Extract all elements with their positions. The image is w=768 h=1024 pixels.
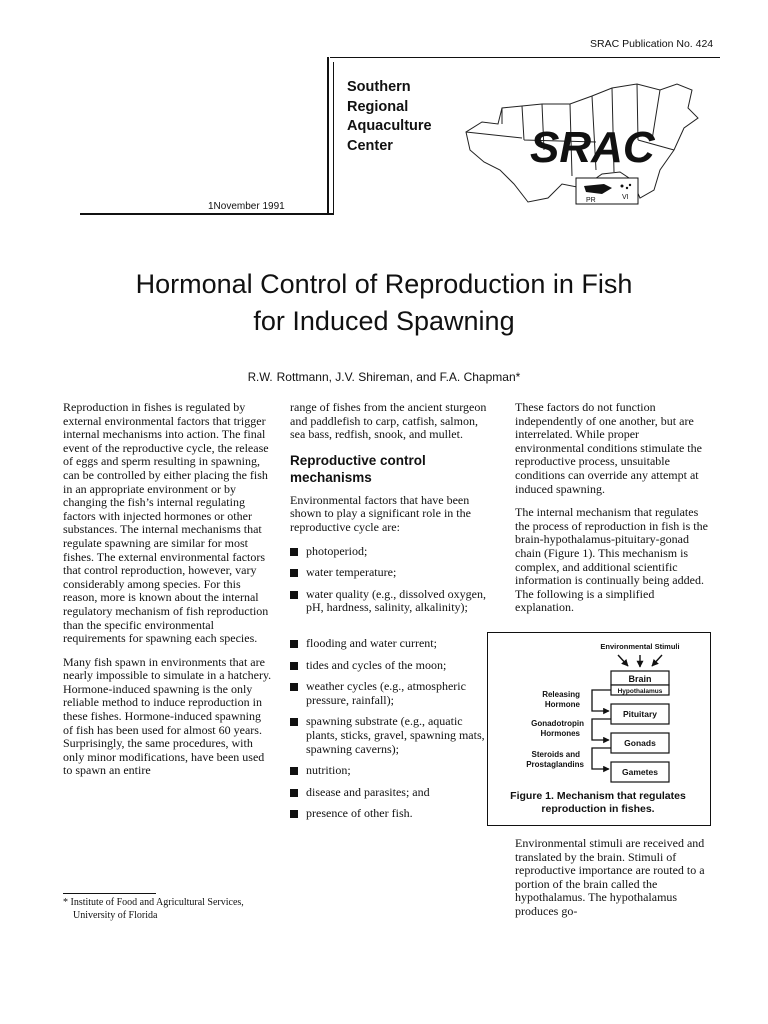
gametes-label: Gametes [622, 767, 658, 777]
gonadotropin-arrow [592, 719, 611, 740]
header-frame-top-rule [330, 57, 720, 58]
pituitary-label: Pituitary [622, 709, 658, 719]
title-line-1: Hormonal Control of Reproduction in Fish [135, 269, 633, 299]
list-item: weather cycles (e.g., atmospheric pressure, rainfall); [290, 680, 490, 707]
body-paragraph: Environmental stimuli are received and translated by the brain. Stimuli of reproductive importance are routed to a portion of the brain called the hypothalamus. The hypothalamus produces go- [515, 836, 705, 918]
footnote-line: University of Florida [73, 909, 158, 921]
list-item: presence of other fish. [290, 807, 490, 821]
side-label: Gonadotropin [531, 719, 584, 728]
document-title [0, 266, 768, 340]
organization-name [347, 78, 432, 156]
virgin-islands-dot [629, 184, 631, 186]
list-item: disease and parasites; and [290, 786, 490, 800]
releasing-hormone-arrow [592, 690, 611, 711]
body-paragraph: These factors do not function independently of one another, but are interrelated. While proper environmental conditions stimulate the reproductive process, unsuitable conditions can override any attempt at induced spawning. [515, 400, 702, 496]
author-names: Rottmann, J.V. Shireman, and F.A. Chapman* [276, 370, 521, 384]
side-label: Prostaglandins [526, 760, 584, 769]
list-item: flooding and water current; [290, 637, 490, 651]
list-item: photoperiod; [290, 545, 490, 559]
org-line: Regional [347, 98, 409, 115]
bullet-square-icon [290, 789, 298, 797]
org-line: Southern [347, 79, 411, 95]
header-frame-vertical-rule [327, 57, 329, 215]
stimulus-arrow [652, 655, 662, 666]
list-item: water temperature; [290, 566, 490, 580]
footnote-line: * Institute of Food and Agricultural Services, [63, 897, 244, 908]
vi-label: VI [622, 194, 629, 201]
environmental-stimuli-label: Environmental Stimuli [600, 642, 680, 651]
bullet-square-icon [290, 569, 298, 577]
bullet-square-icon [290, 662, 298, 670]
virgin-islands-dot [626, 187, 628, 189]
title-line-2: for Induced Spawning [253, 306, 515, 336]
srac-region-map-logo [462, 80, 712, 208]
list-item: tides and cycles of the moon; [290, 659, 490, 673]
body-paragraph: The internal mechanism that regulates the process of reproduction in fish is the brain-hypothalamus-pituitary-gonad chain (Figure 1). This mechanism is complex, and additional scientific information is continually being added. The following is a simplified explanation. [515, 505, 708, 615]
header-frame-bottom-rule [80, 213, 334, 215]
figure-caption [487, 790, 709, 816]
header-frame-inner-rule [333, 62, 334, 214]
side-label: Hormone [544, 700, 580, 709]
author-initials: R.W. [247, 372, 273, 384]
publication-number: SRAC Publication No. 424 [590, 38, 714, 50]
hypothalamus-label: Hypothalamus [617, 688, 663, 695]
brain-label: Brain [628, 674, 652, 684]
caption-line: reproduction in fishes. [541, 803, 655, 815]
side-label: Steroids and [531, 750, 580, 759]
body-paragraph: Many fish spawn in environments that are nearly impossible to simulate in a hatchery. Hormone-induced spawning is the only reliable method to induce reproduction in these fishes. Hormone-induced spawning of fish has been used for almost 60 years. Surprisingly, the same procedures, with only minor modifications, have been used to spawn an entire [63, 654, 272, 778]
author-line [0, 370, 768, 384]
steroids-arrow [592, 748, 611, 769]
gonads-label: Gonads [624, 738, 656, 748]
bullet-square-icon [290, 591, 298, 599]
side-label: Hormones [540, 729, 580, 738]
stimulus-arrow [618, 655, 628, 666]
org-line: Aquaculture [347, 118, 432, 134]
publication-date: 1November 1991 [208, 201, 285, 212]
body-paragraph: Reproduction in fishes is regulated by external environmental factors that trigger internal mechanisms into action. The final event of the reproductive cycle, the release of eggs and sperm resulting in spawning, can be controlled by either placing the fish in an appropriate environment or by changing the fish’s internal regulating factors with injected hormones or other substances. The internal mechanisms that regulate spawning are similar for most fishes. The external environmental factors that control reproduction, however, vary considerably among species. For this reason, more is known about the internal regulatory mechanism of fish reproduction than the specific environmental requirements for spawning each species. [63, 400, 269, 646]
reproduction-mechanism-diagram [488, 633, 710, 793]
srac-logo-text: SRAC [530, 123, 655, 172]
bullet-square-icon [290, 718, 298, 726]
bullet-square-icon [290, 810, 298, 818]
column-2 [290, 401, 490, 829]
pr-label: PR [586, 197, 596, 204]
bullet-square-icon [290, 640, 298, 648]
bullet-square-icon [290, 548, 298, 556]
body-paragraph: Environmental factors that have been shown to play a significant role in the reproductive cycle are: [290, 492, 471, 534]
virgin-islands-dot [621, 185, 624, 188]
list-item: spawning substrate (e.g., aquatic plants, sticks, gravel, spawning mats, spawning caverns); [290, 715, 490, 756]
list-item: nutrition; [290, 764, 490, 778]
side-label: Releasing [542, 690, 580, 699]
column-3 [515, 401, 711, 625]
list-item: water quality (e.g., dissolved oxygen, pH, hardness, salinity, alkalinity); [290, 588, 490, 615]
footnote-rule [63, 893, 156, 894]
footnote [63, 897, 244, 922]
column-1 [63, 401, 273, 788]
environmental-factors-list [290, 545, 490, 821]
org-line: Center [347, 137, 393, 154]
body-paragraph: range of fishes from the ancient sturgeon and paddlefish to carp, catfish, salmon, sea bass, redfish, snook, and mullet. [290, 400, 487, 442]
section-heading: Reproductive control mechanisms [290, 452, 426, 485]
caption-line: Figure 1. Mechanism that regulates [510, 790, 686, 802]
bullet-square-icon [290, 683, 298, 691]
bullet-square-icon [290, 767, 298, 775]
column-3-continued [515, 837, 711, 929]
